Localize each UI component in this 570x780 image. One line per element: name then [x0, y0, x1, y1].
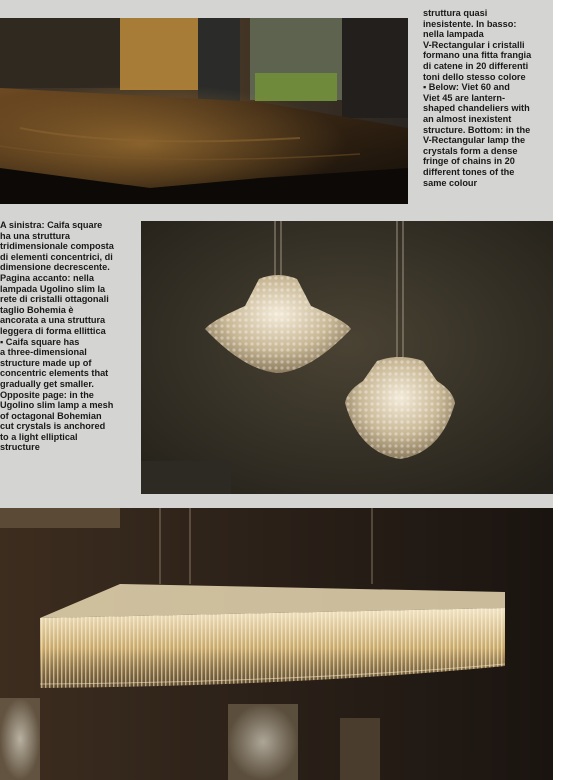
- viet-chandeliers-photo: [141, 221, 553, 494]
- caption-middle: A sinistra: Caifa square ha una struttura tridimensionale composta di elementi concentrici, di dimensione decrescente. Pagina accanto: nella lampada Ugolino slim la rete di cristalli ottagonali taglio Bohemia è ancorata a una struttura leggera di forma ellittica ▪ Caifa square has a three-dimensional structure made up of concentric elements that gradually get smaller. Opposite page: in the Ugolino slim lamp a mesh of octagonal Bohemian cut crystals is anchored to a light elliptical structure: [0, 220, 114, 453]
- interior-table-photo: [0, 18, 408, 204]
- v-rectangular-chandelier-photo: [0, 508, 553, 780]
- caption-top: struttura quasi inesistente. In basso: nella lampada V-Rectangular i cristalli formano una fitta frangia di catene in 20 differenti toni dello stesso colore ▪ Below: Viet 60 and Viet 45 are lantern- shaped chandeliers with an almost inexistent structure. Bottom: in the V-Rectangular lamp the crystals form a dense fringe of chains in 20 different tones of the same colour: [423, 8, 532, 188]
